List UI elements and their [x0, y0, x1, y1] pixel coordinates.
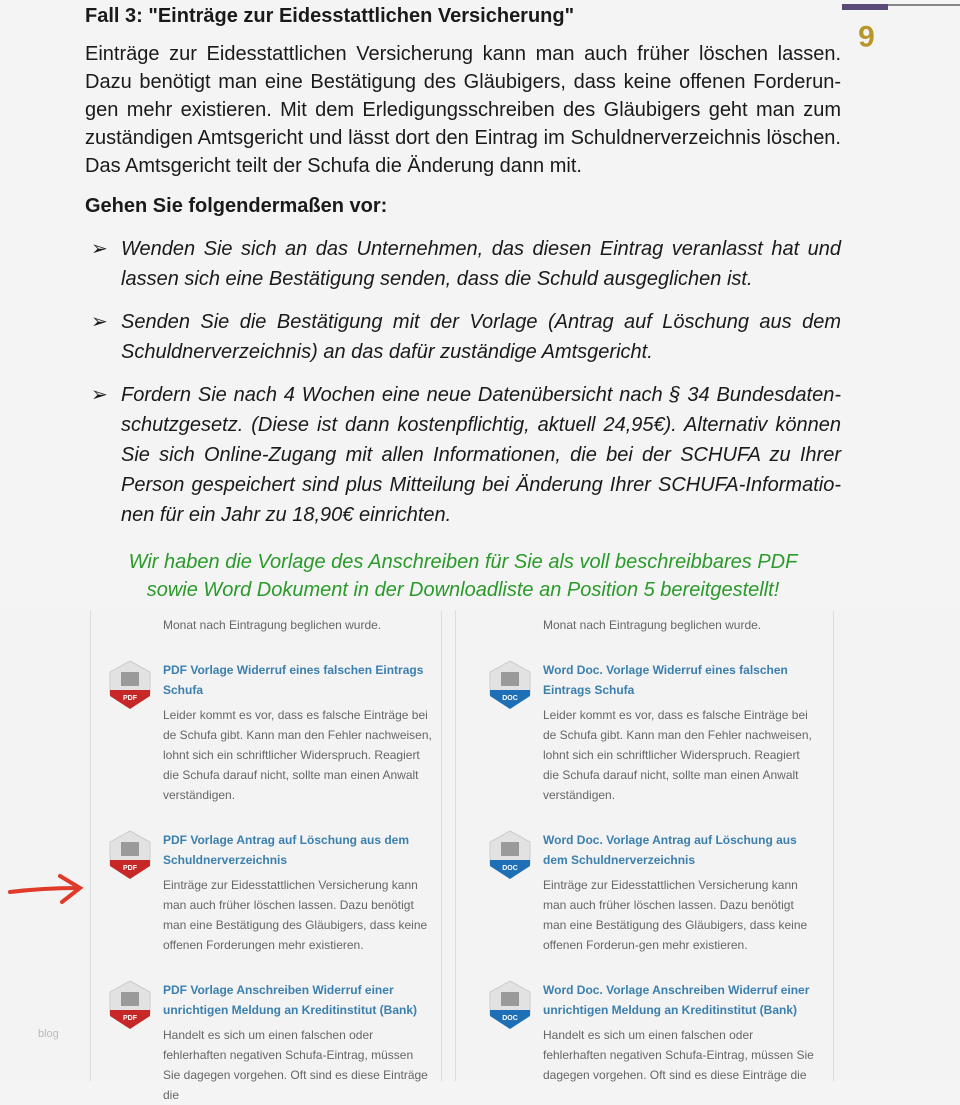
- section-heading: Fall 3: "Einträge zur Eidesstattlichen Versicherung": [85, 5, 575, 27]
- download-entry: [543, 830, 818, 955]
- cut-text: Monat nach Eintragung beglichen wurde.: [163, 618, 382, 632]
- page-number: 6: [858, 19, 875, 52]
- arrow-bullet-icon: ➢: [91, 384, 108, 406]
- download-link[interactable]: PDF Vorlage Antrag auf Löschung aus dem Schuldnerverzeichnis: [163, 833, 410, 867]
- download-description: Einträge zur Eidesstattlichen Versicherung kann man auch früher löschen lassen. Dazu benötigt man eine Bestätigung des Gläubigers, dass keine offenen Forderungen mehr existieren.: [163, 878, 428, 952]
- doc-file-icon[interactable]: [488, 980, 532, 1030]
- steps-heading: Gehen Sie folgendermaßen vor:: [85, 195, 388, 217]
- badge-label: DOC: [502, 1015, 518, 1022]
- step-item: [85, 380, 841, 530]
- badge-label: PDF: [123, 1015, 137, 1022]
- step-text: Fordern Sie nach 4 Wochen eine neue Datenübersicht nach § 34 Bundesdaten-schutzgesetz. (Diese ist dann kostenpflichtig, aktuell 24,95€). Alternativ können Sie sich Online-Zugang mit allen Informationen, die bei der SCHUFA zu Ihrer Person gespeichert sind plus Mitteilung bei Änderung Ihrer SCHUFA-Informatio-nen für ein Jahr zu 18,90€ einrichten.: [121, 384, 841, 526]
- pdf-file-icon[interactable]: [108, 660, 152, 710]
- download-description: Leider kommt es vor, dass es falsche Einträge bei de Schufa gibt. Kann man den Fehler nachweisen, lohnt sich ein schriftlicher Widerspruch. Reagiert die Schufa darauf nicht, sollte man einen Anwalt verständigen.: [163, 708, 432, 802]
- step-item: [85, 234, 841, 294]
- badge-label: PDF: [123, 865, 137, 872]
- pdf-file-icon[interactable]: [108, 980, 152, 1030]
- download-entry: [543, 980, 818, 1085]
- red-arrow-icon: [8, 872, 84, 908]
- arrow-bullet-icon: ➢: [91, 238, 108, 260]
- side-label: blog: [38, 1028, 59, 1040]
- download-description: Leider kommt es vor, dass es falsche Einträge bei de Schufa gibt. Kann man den Fehler nachweisen, lohnt sich ein schriftlicher Widerspruch. Reagiert die Schufa darauf nicht, sollte man einen Anwalt verständigen.: [543, 708, 812, 802]
- arrow-bullet-icon: ➢: [91, 311, 108, 333]
- document-body: [85, 2, 841, 543]
- download-entry: [163, 830, 433, 955]
- download-note-line: sowie Word Dokument in der Downloadliste an Position 5 bereitgestellt!: [146, 579, 780, 601]
- doc-file-icon[interactable]: [488, 830, 532, 880]
- download-link[interactable]: Word Doc. Vorlage Anschreiben Widerruf einer unrichtigen Meldung an Kreditinstitut (Bank): [543, 983, 810, 1017]
- download-link[interactable]: Word Doc. Vorlage Antrag auf Löschung aus dem Schuldnerverzeichnis: [543, 833, 797, 867]
- step-item: [85, 307, 841, 367]
- download-note: [85, 548, 841, 604]
- pdf-file-icon[interactable]: [108, 830, 152, 880]
- download-description: Handelt es sich um einen falschen oder fehlerhaften negativen Schufa-Eintrag, müssen Sie dagegen vorgehen. Oft sind es diese Einträge die: [163, 1028, 428, 1102]
- download-entry: [163, 980, 433, 1105]
- badge-label: PDF: [123, 695, 137, 702]
- download-entry: [543, 660, 818, 805]
- download-note-line: Wir haben die Vorlage des Anschreiben für Sie als voll beschreibbares PDF: [128, 551, 798, 573]
- intro-paragraph: Einträge zur Eidesstattlichen Versicherung kann man auch früher löschen lassen. Dazu benötigt man eine Bestätigung des Gläubigers, dass keine offenen Forderun-gen mehr existieren. Mit dem Erledigungsschreiben des Gläubigers geht man zum zuständigen Amtsgericht und lässt dort den Eintrag im Schuldnerverzeichnis löschen. Das Amtsgericht teilt der Schufa die Änderung dann mit.: [85, 43, 841, 177]
- download-description: Einträge zur Eidesstattlichen Versicherung kann man auch früher löschen lassen. Dazu benötigt man eine Bestätigung des Gläubigers, dass keine offenen Forderun-gen mehr existieren.: [543, 878, 808, 952]
- steps-list: [85, 234, 841, 530]
- download-link[interactable]: PDF Vorlage Anschreiben Widerruf einer unrichtigen Meldung an Kreditinstitut (Bank): [163, 983, 417, 1017]
- download-entry: [163, 660, 433, 805]
- step-text: Senden Sie die Bestätigung mit der Vorlage (Antrag auf Löschung aus dem Schuldnerverzeichnis) an das dafür zuständige Amtsgericht.: [121, 311, 841, 363]
- download-link[interactable]: PDF Vorlage Widerruf eines falschen Eintrags Schufa: [163, 663, 424, 697]
- cut-text: Monat nach Eintragung beglichen wurde.: [543, 618, 762, 632]
- header-accent-bar: [842, 4, 888, 10]
- download-description: Handelt es sich um einen falschen oder fehlerhaften negativen Schufa-Eintrag, müssen Sie dagegen vorgehen. Oft sind es diese Einträge die: [543, 1028, 814, 1082]
- badge-label: DOC: [502, 865, 518, 872]
- doc-file-icon[interactable]: [488, 660, 532, 710]
- download-link[interactable]: Word Doc. Vorlage Widerruf eines falschen Eintrags Schufa: [543, 663, 788, 697]
- step-text: Wenden Sie sich an das Unternehmen, das diesen Eintrag veranlasst hat und lassen sich eine Bestätigung senden, dass die Schuld ausgeglichen ist.: [121, 238, 841, 290]
- badge-label: DOC: [502, 695, 518, 702]
